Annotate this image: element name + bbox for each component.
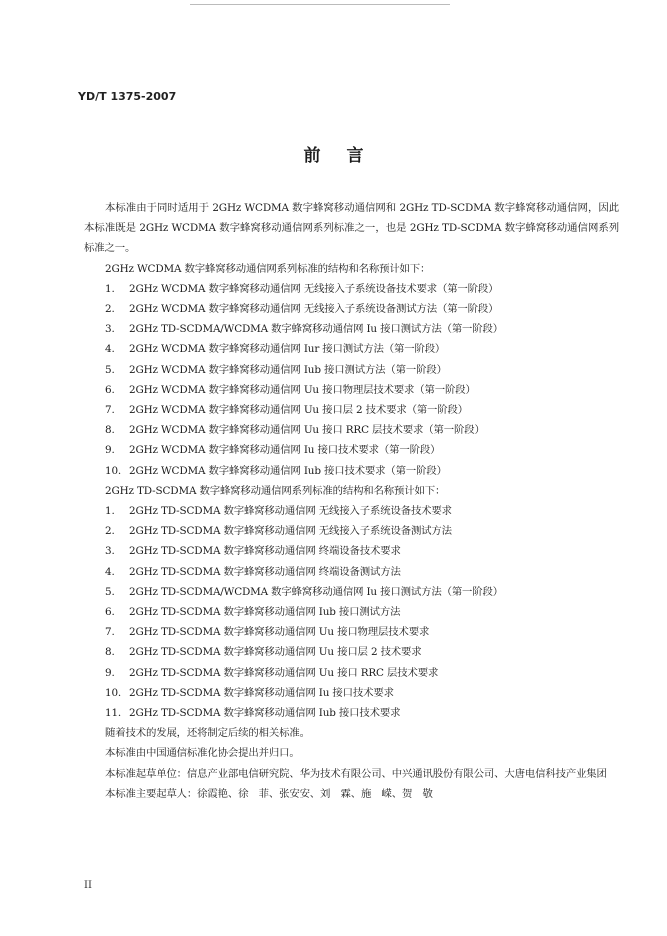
list-item xyxy=(84,602,619,622)
item-text: 2GHz TD-SCDMA 数字蜂窝移动通信网 Uu 接口 RRC 层技术要求 xyxy=(129,666,439,679)
list-item xyxy=(84,521,619,541)
item-number: 1. xyxy=(105,505,115,518)
wcdma-series-heading: 2GHz WCDMA 数字蜂窝移动通信网系列标准的结构和名称预计如下： xyxy=(105,262,431,275)
tdscdma-series-list xyxy=(84,501,619,723)
page-title: 前言 xyxy=(303,146,390,166)
item-text: 2GHz TD-SCDMA 数字蜂窝移动通信网 终端设备技术要求 xyxy=(129,545,401,558)
item-text: 2GHz TD-SCDMA 数字蜂窝移动通信网 Iub 接口技术要求 xyxy=(129,707,401,720)
item-text: 2GHz WCDMA 数字蜂窝移动通信网 Iub 接口测试方法（第一阶段） xyxy=(129,363,447,376)
drafters: 本标准主要起草人：徐霞艳、徐 菲、张安安、刘 霖、施 嵘、贺 敬 xyxy=(105,787,433,800)
item-number: 6. xyxy=(105,383,115,396)
item-number: 2. xyxy=(105,303,115,316)
list-item xyxy=(84,440,619,460)
item-text: 2GHz WCDMA 数字蜂窝移动通信网 Uu 接口层 2 技术要求（第一阶段） xyxy=(129,404,469,417)
list-item xyxy=(84,299,619,319)
item-number: 8. xyxy=(105,646,115,659)
list-item xyxy=(84,461,619,481)
item-number: 4. xyxy=(105,343,115,356)
item-number: 5. xyxy=(105,363,115,376)
item-text: 2GHz WCDMA 数字蜂窝移动通信网 Uu 接口 RRC 层技术要求（第一阶段） xyxy=(129,424,485,437)
item-number: 10. xyxy=(105,686,122,699)
foreword-body xyxy=(84,198,619,804)
item-number: 7. xyxy=(105,404,115,417)
item-text: 2GHz TD-SCDMA 数字蜂窝移动通信网 Iub 接口测试方法 xyxy=(129,606,401,619)
list-item xyxy=(84,319,619,339)
item-text: 2GHz TD-SCDMA/WCDMA 数字蜂窝移动通信网 Iu 接口测试方法（第一阶段） xyxy=(129,323,504,336)
tdscdma-series-heading: 2GHz TD-SCDMA 数字蜂窝移动通信网系列标准的结构和名称预计如下： xyxy=(105,484,446,497)
list-item xyxy=(84,380,619,400)
top-rule xyxy=(190,4,450,5)
list-item xyxy=(84,703,619,723)
list-item xyxy=(84,663,619,683)
item-text: 2GHz TD-SCDMA/WCDMA 数字蜂窝移动通信网 Iu 接口测试方法（第一阶段） xyxy=(129,585,504,598)
item-number: 6. xyxy=(105,606,115,619)
item-text: 2GHz WCDMA 数字蜂窝移动通信网 Uu 接口物理层技术要求（第一阶段） xyxy=(129,383,476,396)
item-number: 1. xyxy=(105,282,115,295)
list-item xyxy=(84,339,619,359)
item-text: 2GHz WCDMA 数字蜂窝移动通信网 无线接入子系统设备技术要求（第一阶段） xyxy=(129,282,499,295)
list-item xyxy=(84,562,619,582)
list-item xyxy=(84,279,619,299)
intro-paragraph: 本标准由于同时适用于 2GHz WCDMA 数字蜂窝移动通信网和 2GHz TD-SCDMA 数字蜂窝移动通信网，因此本标准既是 2GHz WCDMA 数字蜂窝移动通信网系列标准之一，也是 2GHz TD-SCDMA 数字蜂窝移动通信网系列标准之一。 xyxy=(84,202,619,255)
list-item xyxy=(84,541,619,561)
item-text: 2GHz WCDMA 数字蜂窝移动通信网 无线接入子系统设备测试方法（第一阶段） xyxy=(129,303,499,316)
item-number: 2. xyxy=(105,525,115,538)
list-item xyxy=(84,360,619,380)
item-number: 8. xyxy=(105,424,115,437)
item-text: 2GHz WCDMA 数字蜂窝移动通信网 Iur 接口测试方法（第一阶段） xyxy=(129,343,446,356)
item-number: 4. xyxy=(105,565,115,578)
development-note: 随着技术的发展，还将制定后续的相关标准。 xyxy=(105,727,310,740)
item-number: 7. xyxy=(105,626,115,639)
item-number: 10. xyxy=(105,464,122,477)
item-text: 2GHz TD-SCDMA 数字蜂窝移动通信网 Iu 接口技术要求 xyxy=(129,686,394,699)
drafting-units: 本标准起草单位：信息产业部电信研究院、华为技术有限公司、中兴通讯股份有限公司、大唐电信科技产业集团 xyxy=(105,767,607,780)
page-number: II xyxy=(84,880,92,891)
item-text: 2GHz WCDMA 数字蜂窝移动通信网 Iub 接口技术要求（第一阶段） xyxy=(129,464,447,477)
item-number: 5. xyxy=(105,585,115,598)
list-item xyxy=(84,642,619,662)
list-item xyxy=(84,622,619,642)
item-number: 9. xyxy=(105,666,115,679)
list-item xyxy=(84,400,619,420)
item-number: 3. xyxy=(105,545,115,558)
item-text: 2GHz TD-SCDMA 数字蜂窝移动通信网 无线接入子系统设备测试方法 xyxy=(129,525,452,538)
item-number: 11. xyxy=(105,707,122,720)
item-text: 2GHz TD-SCDMA 数字蜂窝移动通信网 Uu 接口物理层技术要求 xyxy=(129,626,430,639)
list-item xyxy=(84,582,619,602)
item-text: 2GHz TD-SCDMA 数字蜂窝移动通信网 Uu 接口层 2 技术要求 xyxy=(129,646,422,659)
item-number: 3. xyxy=(105,323,115,336)
list-item xyxy=(84,501,619,521)
wcdma-series-list xyxy=(84,279,619,481)
proposer-statement: 本标准由中国通信标准化协会提出并归口。 xyxy=(105,747,300,760)
item-number: 9. xyxy=(105,444,115,457)
list-item xyxy=(84,683,619,703)
item-text: 2GHz WCDMA 数字蜂窝移动通信网 Iu 接口技术要求（第一阶段） xyxy=(129,444,441,457)
document-code: YD/T 1375-2007 xyxy=(78,90,177,103)
list-item xyxy=(84,420,619,440)
item-text: 2GHz TD-SCDMA 数字蜂窝移动通信网 终端设备测试方法 xyxy=(129,565,401,578)
item-text: 2GHz TD-SCDMA 数字蜂窝移动通信网 无线接入子系统设备技术要求 xyxy=(129,505,452,518)
